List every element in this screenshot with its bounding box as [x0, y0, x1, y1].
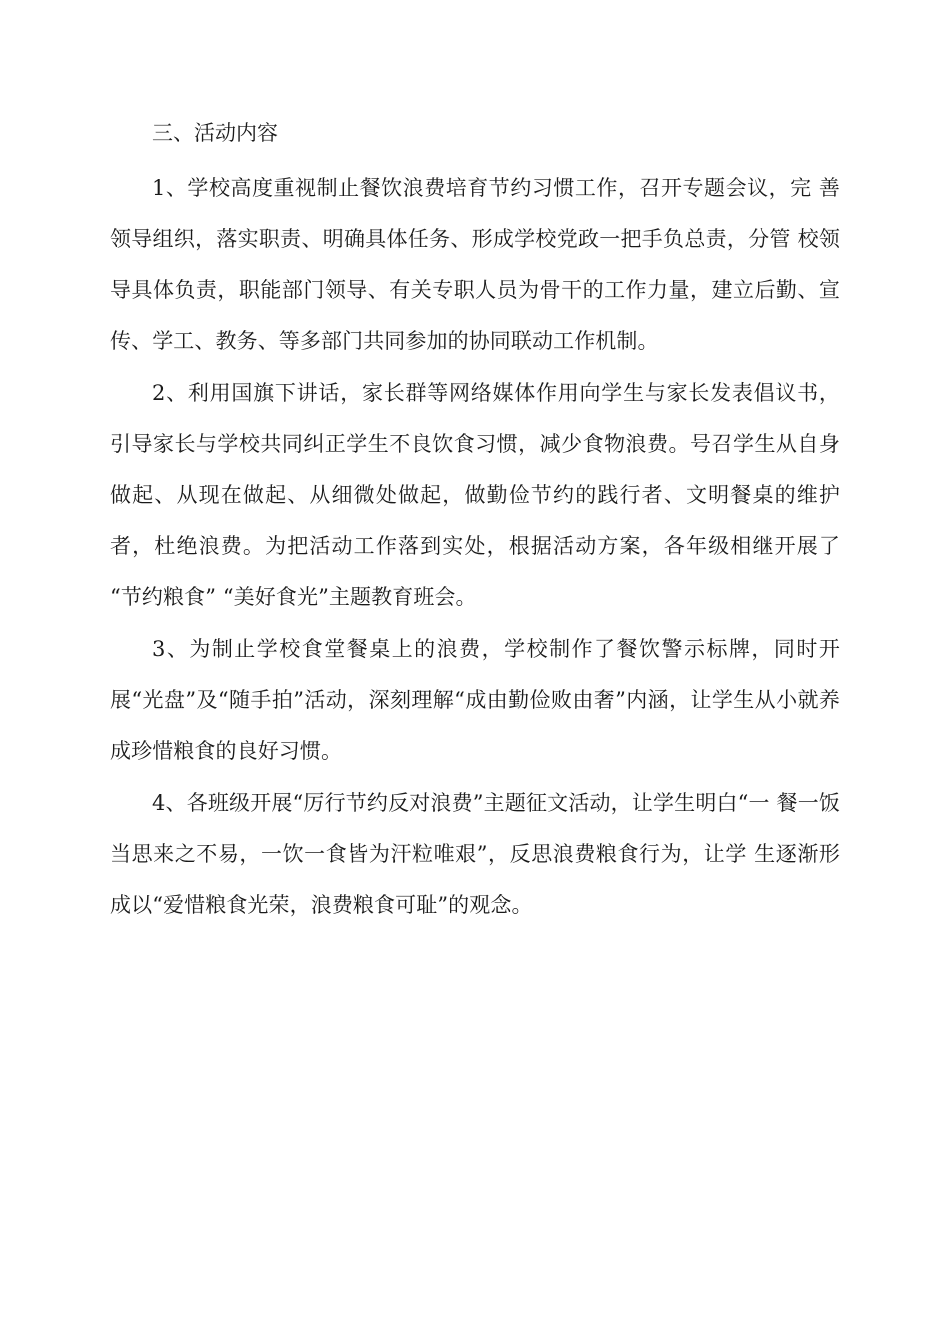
section-heading: 三、活动内容: [152, 121, 278, 145]
paragraph-3: 3、为制止学校食堂餐桌上的浪费，学校制作了餐饮警示标牌，同时开展“光盘”及“随手拍”活动，深刻理解“成由勤俭败由奢”内涵，让学生从小就养成珍惜粮食的良好习惯。: [110, 637, 840, 763]
paragraph-4: 4、各班级开展“厉行节约反对浪费”主题征文活动，让学生明白“一 餐一饭当思来之不易，一饮一食皆为汗粒唯艰”，反思浪费粮食行为，让学 生逐渐形成以“爱惜粮食光荣，浪费粮食可耻”的观念。: [110, 791, 840, 917]
paragraph-2: 2、利用国旗下讲话，家长群等网络媒体作用向学生与家长发表倡议书，引导家长与学校共同纠正学生不良饮食习惯，减少食物浪费。号召学生从自身做起、从现在做起、从细微处做起，做勤俭节约的践行者、文明餐桌的维护者，杜绝浪费。为把活动工作落到实处，根据活动方案，各年级相继开展了 “节约粮食” “美好食光”主题教育班会。: [110, 381, 840, 609]
document-page: [110, 112, 840, 932]
paragraph-1: 1、学校高度重视制止餐饮浪费培育节约习惯工作，召开专题会议，完 善领导组织，落实职责、明确具体任务、形成学校党政一把手负总责，分管 校领导具体负责，职能部门领导、有关专职人员为骨干的工作力量，建立后勤、宣传、学工、教务、等多部门共同参加的协同联动工作机制。: [110, 176, 840, 353]
